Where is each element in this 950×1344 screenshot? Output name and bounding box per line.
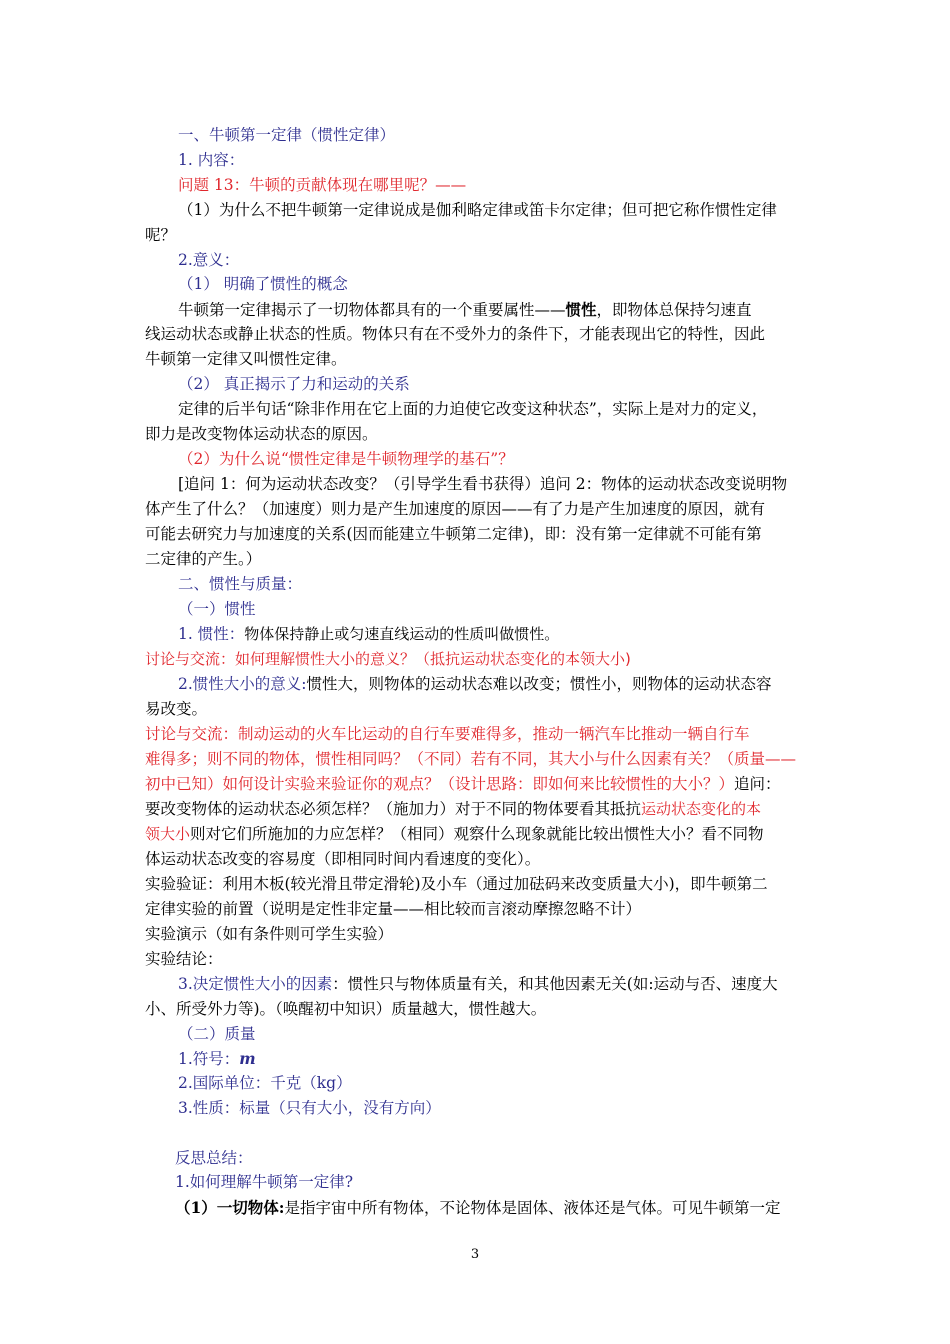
label-inertia-factors: 3.决定惯性大小的因素 — [178, 975, 333, 993]
paragraph-line: 可能去研究力与加速度的关系(因而能建立牛顿第二定律)，即：没有第一定律就不可能有第 — [145, 525, 762, 543]
paragraph-line: 3.性质：标量（只有大小，没有方向） — [178, 1099, 441, 1117]
paragraph-line: 呢？ — [145, 226, 177, 244]
highlight-segment: 运动状态变化的本 — [641, 800, 762, 818]
paragraph-line — [175, 1195, 845, 1221]
subheading-content: 1. 内容： — [178, 151, 245, 169]
paragraph-line: [追问 1：何为运动状态改变？（引导学生看书获得）追问 2：物体的运动状态改变说明物 — [178, 475, 788, 493]
paragraph-line — [178, 297, 818, 323]
heading-inertia-mass: 二、惯性与质量： — [178, 575, 303, 593]
paragraph-line — [145, 772, 815, 797]
discussion-segment: 初中已知）如何设计实验来验证你的观点？（设计思路：即如何来比较惯性的大小？） — [145, 775, 735, 793]
paragraph-line — [178, 1046, 818, 1072]
paragraph-line: 体产生了什么？（加速度）则力是产生加速度的原因——有了力是产生加速度的原因，就有 — [145, 500, 766, 518]
text-segment: 追问： — [734, 775, 781, 793]
symbol-m: m — [239, 1049, 256, 1068]
page-number: 3 — [470, 1247, 480, 1262]
paragraph-line — [145, 797, 815, 822]
text-segment: ：惯性只与物体质量有关，和其他因素无关(如:运动与否、速度大 — [332, 975, 778, 993]
subheading-inertia: （一）惯性 — [178, 600, 256, 618]
definition-inertia: 物体保持静止或匀速直线运动的性质叫做惯性。 — [244, 625, 560, 643]
subheading-mass: （二）质量 — [178, 1025, 256, 1043]
paragraph-line — [178, 672, 818, 697]
bold-term-all-objects: （1）一切物体: — [175, 1198, 285, 1217]
subheading-meaning: 2.意义： — [178, 251, 240, 269]
discussion-inertia-size: 讨论与交流：如何理解惯性大小的意义？（抵抗运动状态变化的本领大小) — [145, 650, 631, 668]
bold-term-inertia: 惯性 — [565, 300, 597, 319]
text-segment: 要改变物体的运动状态必须怎样？（施加力）对于不同的物体要看其抵抗 — [145, 800, 642, 818]
label-inertia-meaning: 2.惯性大小的意义: — [178, 675, 307, 693]
paragraph-line: 线运动状态或静止状态的性质。物体只有在不受外力的条件下，才能表现出它的特性，因此 — [145, 325, 766, 343]
paragraph-line: 牛顿第一定律又叫惯性定律。 — [145, 350, 347, 368]
question-13: 问题 13：牛顿的贡献体现在哪里呢？—— — [178, 176, 467, 194]
text-segment: 惯性大，则物体的运动状态难以改变；惯性小，则物体的运动状态容 — [306, 675, 772, 693]
discussion-line: 讨论与交流：制动运动的火车比运动的自行车要难得多，推动一辆汽车比推动一辆自行车 — [145, 725, 750, 743]
paragraph-line: 体运动状态改变的容易度（即相同时间内看速度的变化）。 — [145, 850, 541, 868]
paragraph-line — [178, 622, 818, 647]
paragraph-line: 即力是改变物体运动状态的原因。 — [145, 425, 378, 443]
subheading-understand-law: 1.如何理解牛顿第一定律? — [175, 1173, 354, 1191]
paragraph-line: 实验演示（如有条件则可学生实验） — [145, 925, 394, 943]
heading-reflection: 反思总结： — [175, 1149, 253, 1167]
text-segment: 牛顿第一定律揭示了一切物体都具有的一个重要属性—— — [178, 301, 566, 319]
paragraph-line — [145, 822, 815, 847]
paragraph-line — [178, 972, 818, 997]
paragraph-line: （1）为什么不把牛顿第一定律说成是伽利略定律或笛卡尔定律；但可把它称作惯性定律 — [178, 201, 777, 219]
paragraph-line: 定律的后半句话“除非作用在它上面的力迫使它改变这种状态”，实际上是对力的定义， — [178, 400, 768, 418]
text-segment: 是指宇宙中所有物体，不论物体是固体、液体还是气体。可见牛顿第一定 — [284, 1199, 781, 1217]
paragraph-line: 实验验证：利用木板(较光滑且带定滑轮)及小车（通过加砝码来改变质量大小)，即牛顿第二 — [145, 875, 768, 893]
paragraph-line: 易改变。 — [145, 700, 208, 718]
subheading-inertia-concept: （1） 明确了惯性的概念 — [178, 275, 348, 293]
discussion-line: 难得多；则不同的物体，惯性相同吗？（不同）若有不同，其大小与什么因素有关？（质量—— — [145, 750, 797, 768]
text-segment: 则对它们所施加的力应怎样？（相同）观察什么现象就能比较出惯性大小？看不同物 — [190, 825, 764, 843]
highlight-segment: 领大小 — [145, 825, 191, 843]
question-cornerstone: （2）为什么说“惯性定律是牛顿物理学的基石”？ — [178, 450, 514, 468]
paragraph-line: 实验结论： — [145, 950, 223, 968]
label-inertia: 1. 惯性： — [178, 625, 245, 643]
heading-newton-first-law: 一、牛顿第一定律（惯性定律） — [178, 126, 396, 144]
label-symbol: 1.符号： — [178, 1050, 240, 1068]
paragraph-line: 二定律的产生。） — [145, 550, 262, 568]
text-segment: ，即物体总保持匀速直 — [596, 301, 752, 319]
subheading-force-motion: （2） 真正揭示了力和运动的关系 — [178, 375, 410, 393]
paragraph-line: 2.国际单位：千克（kg） — [178, 1074, 352, 1092]
paragraph-line: 小、所受外力等)。（唤醒初中知识）质量越大，惯性越大。 — [145, 1000, 547, 1018]
paragraph-line: 定律实验的前置（说明是定性非定量——相比较而言滚动摩擦忽略不计） — [145, 900, 642, 918]
